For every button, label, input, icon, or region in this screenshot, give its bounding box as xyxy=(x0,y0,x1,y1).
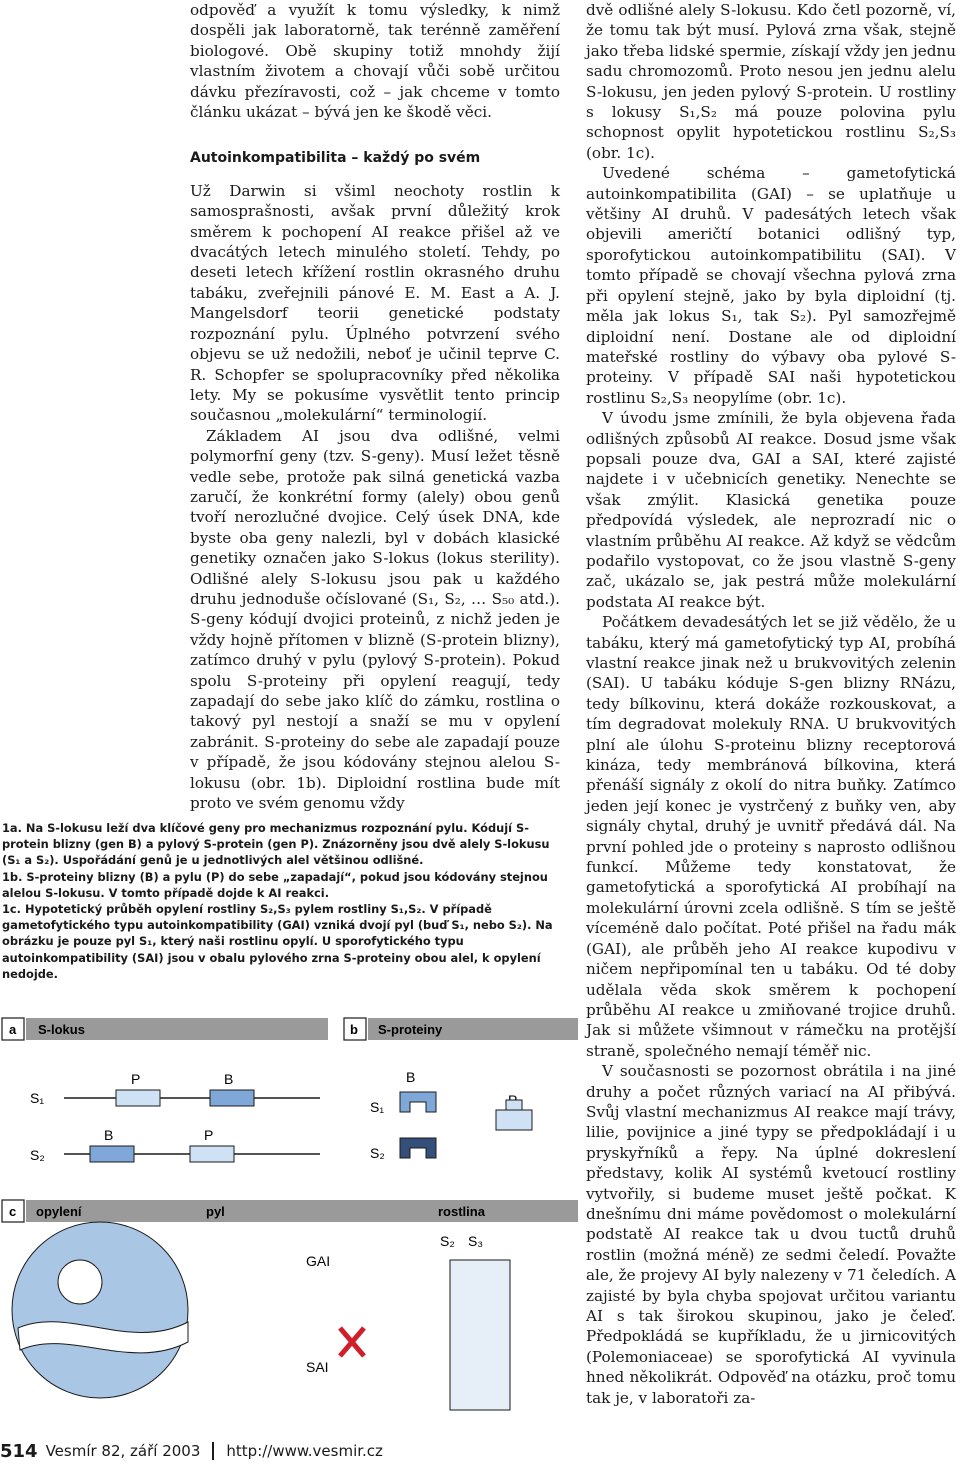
s1-label: S₁ xyxy=(30,1090,45,1106)
panel-a-letter: a xyxy=(9,1022,17,1037)
gene-p-label-s1: P xyxy=(131,1071,141,1087)
panel-c-title: opylení xyxy=(36,1204,82,1219)
gene-p-s2 xyxy=(190,1146,234,1162)
footer-url[interactable]: http://www.vesmir.cz xyxy=(226,1442,383,1460)
panel-b-title: S-proteiny xyxy=(378,1022,443,1037)
caption-a: 1a. Na S-lokusu leží dva klíčové geny pro mechanizmus rozpoznání pylu. Kódují S-protein blizny (gen B) a pylový S-protein (gen P). Znázorněny jsou dvě alely S-lokusu (S₁ a S₂). Uspořádání genů je u jednotlivých alel většinou odlišné. xyxy=(2,821,550,868)
pollen-label: pyl xyxy=(206,1204,225,1219)
paragraph: dvě odlišné alely S-lokusu. Kdo četl pozorně, ví, že tomu tak být musí. Pylová zrna však, stejně jako třeba lidské spermie, získají vždy jen jednu sadu chromozomů. Proto nesou jen jednu alelu S-lokusu, jen jeden pylový S-protein. U rostliny s lokusy S₁,S₂ má pouze polovina pylu schopnost opylit hypotetickou rostlinu S₂,S₃ (obr. 1c). xyxy=(586,1,956,162)
paragraph: Už Darwin si všiml neochoty rostlin k samosprašnosti, avšak první důležitý krok směrem k pochopení AI reakce přišel až ve dvacátých letech minulého století. Tehdy, po deseti letech křížení rostlin okrasného druhu tabáku, zveřejnili pánové E. M. East a A. J. Mangelsdorf teorii genetické podstaty rozpoznání pylu. Úplného potvrzení svého objevu se už nedožili, neboť je učinil teprve C. R. Schopfer se spolupracovníky před několika lety. My se pokusíme vysvětlit tento princip současnou „molekulární“ terminologií. xyxy=(190,181,560,425)
gene-b-s2 xyxy=(90,1146,134,1162)
paragraph: V úvodu jsme zmínili, že byla objevena řada odlišných způsobů AI reakce. Dosud jsme však popsali pouze dva, GAI a SAI, které zajisté najdete i v učebnicích genetiky. Nenechte se však zmýlit. Klasická genetika pouze předpovídá výsledek, ale neprozradí nic o vlastním průběhu AI reakce. Až když se vědcům podařilo vystopovat, co že jsou vlastně S-geny zač, ukázalo se, jak pestrá může molekulární podstata AI reakce být. xyxy=(586,409,956,611)
panel-c-band xyxy=(26,1200,578,1222)
section-heading: Autoinkompatibilita – každý po svém xyxy=(190,150,481,167)
gene-p-s1 xyxy=(116,1090,160,1106)
s2-label: S₂ xyxy=(30,1147,45,1163)
paragraph: Základem AI jsou dva odlišné, velmi polymorfní geny (tzv. S-geny). Musí ležet těsně vedle sebe, protože pak silná genetická vazba zaručí, že konkrétní formy (alely) obou genů tvoří nerozlučné dvojice. Celý úsek DNA, kde byste oba geny nalezli, byl v dobách klasické genetiky označen jako S-lokus (lokus sterility). Odlišné alely S-lokusu jsou pak u každého druhu jednoduše očíslované (S₁, S₂, … S₅₀ atd.). S-geny kódují dvojici proteinů, z nichž jeden je vždy hojně přítomen v blizně (S-protein blizny), zatímco druhý v pylu (pylový S-protein). Pokud spolu S-proteiny při opylení reagují, tedy zapadají do sebe jako klíč do zámku, rostlina o takový pyl nestojí a snaží se mu v opylení zabránit. S-proteiny do sebe ale zapadají pouze v případě, že jsou kódovány stejnou alelou S-lokusu (obr. 1b). Diploidní rostlina bude mít proto ve svém genomu vždy xyxy=(190,426,560,813)
pollen-protein xyxy=(496,1100,532,1130)
pollen-grain xyxy=(12,1222,188,1398)
plant-label: rostlina xyxy=(438,1204,485,1219)
middle-column xyxy=(190,0,560,813)
footer-divider xyxy=(212,1442,214,1460)
b-s2-label: S₂ xyxy=(370,1145,385,1161)
gene-b-label-s2: B xyxy=(104,1127,114,1143)
gai-label: GAI xyxy=(306,1253,331,1269)
paragraph: V současnosti se pozornost obrátila i na jiné druhy a počet různých variací na AI přibývá. Svůj vlastní mechanizmus AI reakce mají trávy, lilie, povijnice a jiné typy se předpokládají i u pryskyřníků a řepy. Na úplné dokreslení představy, kolik AI systémů kvetoucí rostliny vytvořily, si budeme muset ještě počkat. K dnešnímu dni máme povědomost o molekulární podstatě AI reakce tak u dvou tuctů druhů rostlin (možná méně) ze sedmi čeledí. Považte ale, že projevy AI byly nalezeny v 71 čeledích. A zajisté by byla chyba spojovat určitou variantu AI s tak širokou skupinou, jako je čeleď. Předpokládá se kupříkladu, že u jirnicovitých (Polemoniaceae) se sporofytická AI vyvinula hned několikrát. Odpověď na otázku, proč tomu tak je, v laboratoři za- xyxy=(586,1062,956,1407)
gene-b-label-s1: B xyxy=(224,1071,234,1087)
sai-label: SAI xyxy=(306,1359,329,1375)
footer xyxy=(0,1438,960,1464)
right-column xyxy=(586,0,956,1408)
paragraph: Počátkem devadesátých let se již vědělo, že u tabáku, který má gametofytický typ AI, probíhá vlastní reakce jinak než u brukvovitých zelenin (SAI). U tabáku kóduje S-gen blizny RNázu, tedy bílkovinu, která dokáže rozkouskovat, a tím degradovat molekuly RNA. U brukvovitých plní ale úlohu S-proteinu blizny receptorová kináza, tedy membránová bílkovina, která přenáší signály z okolí do nitra buňky. Zatímco jeden její konec je vystrčený z buňky ven, aby signály chytal, druhý je uvnitř předává dál. Na první pohled jde o proteiny s naprosto odlišnou funkcí. Můžeme tedy konstatovat, že gametofytická a sporofytická AI probíhají na molekulární úrovni zcela odlišně. S tím se ještě víceméně dalo počítat. Poté přišel na řadu mák (GAI), ale průběh jeho AI reakce kupodivu v ničem nepřipomínal ten u tabáku. Od té doby udělala věda skok směrem k pochopení průběhu AI reakce u zmiňované trojice druhů. Jak si můžete všimnout v rámečku na protější straně, společného nemají téměř nic. xyxy=(586,613,956,1060)
panel-b-letter: b xyxy=(350,1022,358,1037)
stigma-protein-s1 xyxy=(400,1092,436,1112)
magazine-issue: Vesmír 82, září 2003 xyxy=(45,1442,201,1460)
stigma-cell xyxy=(450,1260,510,1410)
pollen-nucleus xyxy=(58,1260,102,1304)
intro-paragraph: odpověď a využít k tomu výsledky, k nimž dospěli jak laboratorně, tak terénně zaměření biologové. Obě skupiny totiž mnohdy žijí vlastním životem a chovají vůči sobě určitou dávku přezíravosti, což – jak chceme v tomto článku ukázat – bývá jen ke škodě věci. xyxy=(190,1,560,122)
figure-caption xyxy=(2,820,562,982)
figure xyxy=(0,1010,580,1420)
page-number: 514 xyxy=(0,1440,38,1462)
plant-s3-label: S₃ xyxy=(468,1233,484,1249)
panel-a-title: S-lokus xyxy=(38,1022,85,1037)
gene-p-label-s2: P xyxy=(204,1127,214,1143)
paragraph: Uvedené schéma – gametofytická autoinkompatibilita (GAI) – se uplatňuje u většiny AI druhů. V padesátých letech však objevili američtí botanici odlišný typ, sporofytickou autoinkompatibilitu (SAI). V tomto případě se chovají všechna pylová zrna při opylení stejně, jako by byla diploidní (tj. měla jak lokus S₁, tak S₂). Pyl samozřejmě diploidní není. Dostane ale od diploidní mateřské rostliny do výbavy oba pylové S-proteiny. V případě SAI naši hypotetickou rostlinu S₂,S₃ neopylíme (obr. 1c). xyxy=(586,164,956,407)
stigma-protein-s2 xyxy=(400,1138,436,1158)
plant-s2-label: S₂ xyxy=(440,1233,455,1249)
protein-b-label: B xyxy=(406,1069,416,1085)
panel-c-letter: c xyxy=(9,1204,17,1219)
b-s1-label: S₁ xyxy=(370,1099,385,1115)
caption-c: 1c. Hypotetický průběh opylení rostliny S₂,S₃ pylem rostliny S₁,S₂. V případě gametofytického typu autoinkompatibility (GAI) vzniká dvojí pyl (buď S₁, nebo S₂). Na obrázku je pouze pyl S₁, který naši rostlinu opylí. U sporofytického typu autoinkompatibility (SAI) jsou v obalu pylového zrna S-proteiny obou alel, k opylení nedojde. xyxy=(2,902,553,981)
caption-b: 1b. S-proteiny blizny (B) a pylu (P) do sebe „zapadají“, pokud jsou kódovány stejnou alelou S-lokusu. V tomto případě dojde k AI reakci. xyxy=(2,869,548,900)
gene-b-s1 xyxy=(210,1090,254,1106)
